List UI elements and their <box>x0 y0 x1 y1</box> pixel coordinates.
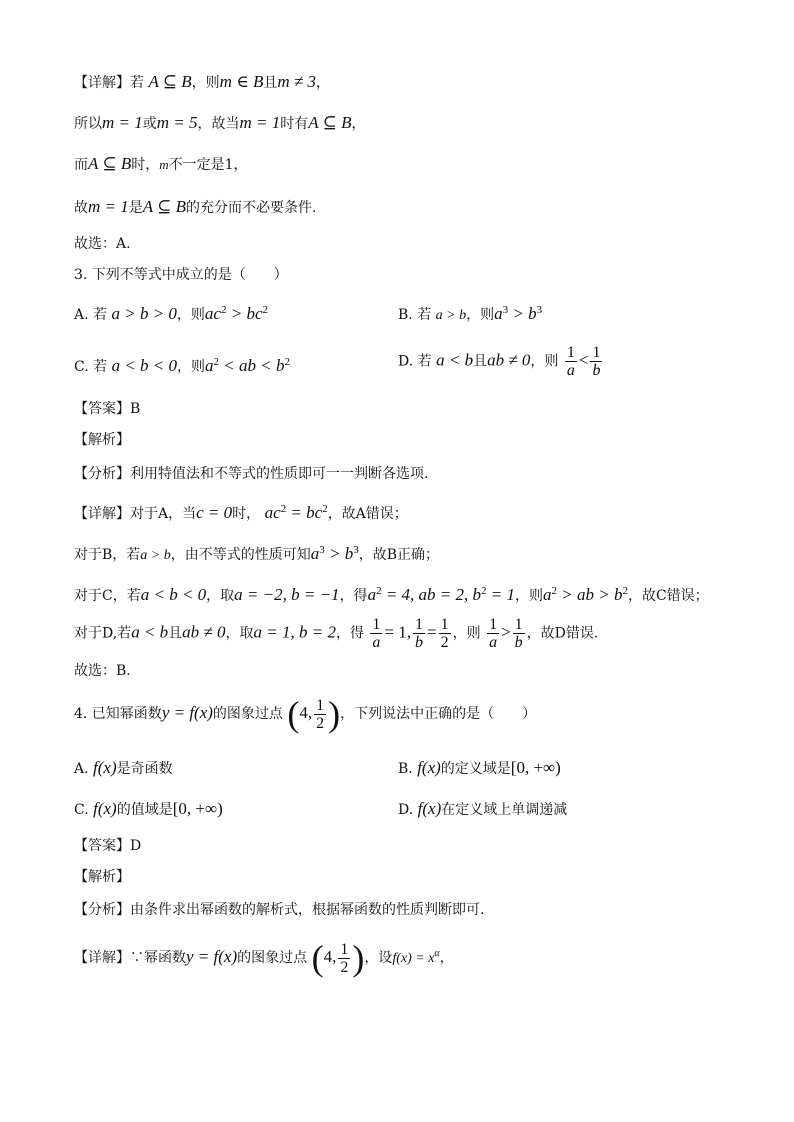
text: ，则 <box>177 359 206 375</box>
numerator: 1 <box>316 696 325 714</box>
text: ，下列说法中正确的是（ ） <box>340 706 537 722</box>
numerator: 1 <box>340 940 349 958</box>
text: 且 <box>263 75 278 91</box>
numerator: 1 <box>415 616 424 633</box>
text: 4. 已知幂函数 <box>74 706 162 722</box>
text: 的图象过点 <box>237 950 308 966</box>
text: 时， <box>131 157 160 173</box>
math-expr: f(x) = x <box>392 951 435 966</box>
option-4d <box>398 799 567 820</box>
fraction <box>314 697 326 732</box>
option-label: C. <box>74 802 89 818</box>
detail-3b <box>74 540 439 566</box>
math-expr: a > b <box>140 548 171 563</box>
math-expr: m ∈ B <box>219 72 264 91</box>
right-paren: ) <box>328 694 341 734</box>
text: ，则 <box>515 588 543 604</box>
text: 而 <box>74 157 88 173</box>
math-expr: a < b <box>131 622 169 642</box>
numerator: 1 <box>514 616 523 633</box>
left-paren: ( <box>287 694 300 734</box>
text: 或 <box>142 116 157 132</box>
detail-3d: 对于D,若a < b且ab ≠ 0，取a = 1, b = 2，得 $\frac{1}{a}$ = 1, $\frac{1}{b}$ = $\frac{1}{2}$ ，则 $\frac{1}{a}$ > $\frac{1}{b}$ ，故D错误. <box>74 616 599 651</box>
fraction <box>487 616 499 651</box>
answer-4: 【答案】D <box>74 838 142 854</box>
text: 所以 <box>74 116 102 132</box>
text: 是 <box>128 200 143 216</box>
text: 在定义域上单调递减 <box>441 802 568 818</box>
math-expr: $a^3 > b^3$ <box>310 544 359 563</box>
math-expr: a < b < 0 <box>140 585 207 604</box>
option-label: A. <box>74 761 89 777</box>
text: 【详解】对于A，当 <box>74 506 197 522</box>
option-4c <box>74 799 223 820</box>
detail-line-4 <box>74 197 316 218</box>
option-label: C. 若 <box>74 359 108 375</box>
text: 是奇函数 <box>116 761 173 777</box>
text: ，设 <box>364 950 393 966</box>
math-expr: f(x) <box>417 799 442 818</box>
text: 对于D,若 <box>74 625 132 642</box>
option-3b <box>398 300 542 326</box>
math-expr: [0, +∞) <box>172 799 223 818</box>
math-expr: ab ≠ 0 <box>182 622 226 642</box>
text: ，则 <box>466 307 495 323</box>
math-expr: 4, <box>299 703 313 722</box>
fraction <box>338 941 350 976</box>
math-expr: a < b <box>436 350 474 370</box>
numerator: 1 <box>592 344 601 361</box>
text: 且 <box>168 625 183 642</box>
text: ，则 <box>452 625 481 642</box>
text: ， <box>439 950 454 966</box>
detail-line-3 <box>74 154 248 175</box>
text: 的值域是 <box>116 802 173 818</box>
text: ，则 <box>191 75 220 91</box>
question-4 <box>74 696 536 732</box>
text: 时有 <box>280 116 309 132</box>
text: ，取 <box>206 588 235 604</box>
math-expr: c = 0 <box>196 503 233 522</box>
numerator: 1 <box>372 616 381 633</box>
math-expr: m <box>159 157 169 172</box>
question-3: 3. 下列不等式中成立的是（ ） <box>74 267 288 283</box>
option-4a <box>74 758 173 779</box>
math-expr: f(x) <box>93 758 117 777</box>
math-expr: f(x) <box>417 758 441 777</box>
text: 且 <box>473 353 488 370</box>
text: 若 <box>130 75 144 91</box>
math-expr: m = 1 <box>102 113 143 132</box>
text: 的图象过点 <box>212 706 283 722</box>
text: 不一定是1， <box>168 157 248 173</box>
text: 【详解】∵幂函数 <box>74 950 186 966</box>
text: ， <box>351 116 366 132</box>
text: ，得 <box>339 588 368 604</box>
math-expr: $a^2 = 4$, ab = 2, $b^2 = 1$ <box>367 585 515 604</box>
denominator: a <box>566 362 575 379</box>
option-label: D. 若 <box>398 353 432 370</box>
fraction <box>439 616 451 651</box>
text: ，则 <box>530 353 559 370</box>
denominator: 2 <box>316 714 325 732</box>
detail-3a <box>74 499 408 524</box>
detail-4 <box>74 940 454 976</box>
exponent: α <box>434 948 440 959</box>
answer-3: 【答案】B <box>74 401 141 417</box>
denominator: a <box>372 634 381 651</box>
math-expr: a < b < 0 <box>111 356 178 375</box>
analysis-4: 【分析】由条件求出幂函数的解析式，根据幂函数的性质判断即可. <box>74 902 485 918</box>
math-expr: m ≠ 3 <box>277 72 317 91</box>
math-expr: ab ≠ 0 <box>487 350 531 370</box>
numerator: 1 <box>440 616 449 633</box>
math-expr: m = 1 <box>239 113 281 132</box>
fraction <box>565 344 577 379</box>
detail-line-2 <box>74 113 365 134</box>
denominator: 2 <box>340 958 349 976</box>
fraction <box>590 344 602 379</box>
denominator: b <box>415 634 424 651</box>
text: ， <box>316 75 331 91</box>
text: 对于B，若 <box>74 547 141 563</box>
denominator: b <box>514 634 523 651</box>
math-expr: a = −2, b = −1 <box>234 585 340 604</box>
denominator: a <box>489 634 498 651</box>
fraction <box>413 616 425 651</box>
fraction <box>513 616 525 651</box>
text: 故 <box>74 200 88 216</box>
analysis-4-heading: 【解析】 <box>74 869 130 885</box>
analysis-3-heading: 【解析】 <box>74 432 130 448</box>
denominator: 2 <box>440 634 449 651</box>
option-3c <box>74 352 290 377</box>
analysis-3: 【分析】利用特值法和不等式的性质即可一一判断各选项. <box>74 466 429 482</box>
option-4b <box>398 758 561 779</box>
text: 时， <box>232 506 261 522</box>
option-3d: D. 若 a < b且ab ≠ 0，则 $\frac{1}{a}$ < $\frac{1}{b}$ <box>398 344 601 379</box>
math-expr: 4, <box>323 947 337 966</box>
text: 对于C，若 <box>74 588 141 604</box>
math-expr: $a^3 > b^3$ <box>494 304 543 323</box>
text: ，故A错误； <box>327 506 408 522</box>
numerator: 1 <box>489 616 498 633</box>
math-expr: $ac^2 > bc^2$ <box>204 304 268 323</box>
selection-line: 故选：A. <box>74 236 131 252</box>
option-label: D. <box>398 802 414 818</box>
option-3a <box>74 300 268 325</box>
math-expr: A ⊆ B <box>88 154 132 173</box>
text: 的定义域是 <box>440 761 511 777</box>
math-expr: a = 1, b = 2 <box>253 622 336 642</box>
math-expr: A ⊆ B <box>142 197 186 216</box>
detail-tag: 【详解】 <box>74 75 130 91</box>
text: ，则 <box>176 307 205 323</box>
detail-line-1 <box>74 72 330 93</box>
math-expr: m = 1 <box>88 197 129 216</box>
option-label: B. <box>398 761 413 777</box>
math-expr: A ⊆ B <box>148 72 192 91</box>
math-expr: a > b <box>435 308 467 323</box>
math-expr: f(x) <box>93 799 117 818</box>
option-label: A. 若 <box>74 307 108 323</box>
math-expr: y = f(x) <box>161 703 213 722</box>
math-expr: $ac^2 = bc^2$ <box>264 503 328 522</box>
text: ，取 <box>225 625 254 642</box>
text: ，故C错误； <box>627 588 709 604</box>
text: ，故B正确； <box>358 547 440 563</box>
option-label: B. 若 <box>398 307 432 323</box>
math-expr: [0, +∞) <box>510 758 561 777</box>
math-expr: $a^2$ > ab > $b^2$ <box>543 585 628 604</box>
fraction <box>370 616 382 651</box>
selection-3: 故选：B. <box>74 663 131 679</box>
math-expr: $a^2$ < ab < $b^2$ <box>205 356 290 375</box>
math-expr: y = f(x) <box>186 947 238 966</box>
left-paren: ( <box>311 938 324 978</box>
math-expr: A ⊆ B <box>308 113 352 132</box>
text: ，由不等式的性质可知 <box>170 547 311 563</box>
math-expr: a > b > 0 <box>111 304 177 323</box>
math-expr: m = 5 <box>156 113 198 132</box>
numerator: 1 <box>566 344 575 361</box>
detail-3c <box>74 581 709 606</box>
text: ，故D错误. <box>526 625 599 642</box>
text: 的充分而不必要条件. <box>185 200 317 216</box>
right-paren: ) <box>352 938 365 978</box>
text: ，得 <box>335 625 364 642</box>
text: ，故当 <box>197 116 240 132</box>
denominator: b <box>592 362 601 379</box>
